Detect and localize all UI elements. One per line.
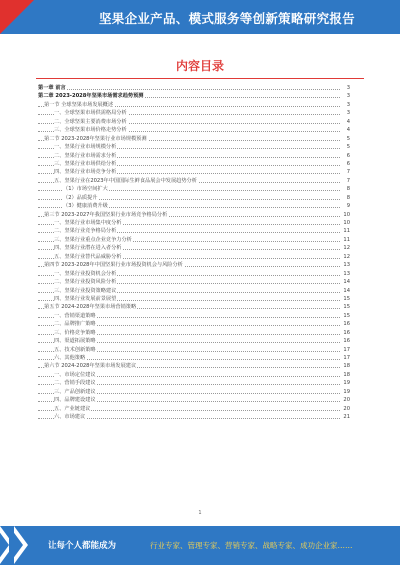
toc-entry-page: 20 <box>340 405 350 413</box>
toc-entry[interactable] <box>38 379 350 387</box>
footer-banner <box>0 526 400 565</box>
toc-entry[interactable] <box>38 371 350 379</box>
toc-entry-label: 一、坚果行业市场规模分析 <box>54 144 117 151</box>
toc-entry[interactable] <box>38 287 350 295</box>
footer-chevron-inner <box>0 526 9 564</box>
toc-entry[interactable] <box>38 405 350 413</box>
toc-entry-label: 二、营销手段建议 <box>54 380 96 387</box>
toc-entry-page: 11 <box>340 227 350 235</box>
toc-entry-label: 四、坚果行业发展前景展望 <box>54 295 117 302</box>
toc-entry[interactable] <box>38 211 350 219</box>
toc-title-underline <box>36 78 364 79</box>
toc-entry[interactable] <box>38 126 350 134</box>
toc-entry-label: 六、其他策略 <box>54 355 86 361</box>
toc-entry-label: 一、市场定位建议 <box>54 371 96 378</box>
toc-entry[interactable] <box>38 388 350 396</box>
toc-entry-label: 五、产业链建议 <box>54 405 91 412</box>
toc-entry-label: （2）品质提升 <box>63 194 98 201</box>
toc-entry-page: 3 <box>340 92 350 100</box>
toc-entry-page: 17 <box>340 354 350 362</box>
toc-entry-page: 10 <box>340 219 350 227</box>
toc-entry-page: 9 <box>340 202 350 210</box>
toc-entry-label: 三、坚果行业市场供给分析 <box>54 160 117 167</box>
toc-entry-page: 16 <box>340 337 350 345</box>
toc-entry[interactable] <box>38 354 350 362</box>
toc-entry-label: 第二节 2023-2028年坚果行业市场规模预测 <box>44 135 147 142</box>
toc-entry[interactable] <box>38 84 350 92</box>
toc-entry-label: 五、坚果行业替代品威胁分析 <box>54 253 122 260</box>
toc-entry[interactable] <box>38 143 350 151</box>
footer-slogan-left: 让每个人都能成为 <box>48 541 117 551</box>
toc-entry-page: 15 <box>340 303 350 311</box>
toc-entry-page: 17 <box>340 346 350 354</box>
toc-entry[interactable] <box>38 92 350 100</box>
toc-entry[interactable] <box>38 295 350 303</box>
toc-entry-page: 3 <box>340 109 350 117</box>
toc-entry[interactable] <box>38 278 350 286</box>
toc-entry-page: 6 <box>340 152 350 160</box>
toc-entry-label: 一、坚果行业投资机会分析 <box>54 270 117 277</box>
toc-entry-label: 四、坚果行业市场竞争分析 <box>54 169 117 176</box>
toc-entry-page: 15 <box>340 295 350 303</box>
report-header <box>0 0 400 34</box>
toc-entry-page: 3 <box>340 84 350 92</box>
report-title: 坚果企业产品、模式服务等创新策略研究报告 <box>98 11 355 26</box>
toc-entry-page: 8 <box>340 194 350 202</box>
toc-entry[interactable] <box>38 320 350 328</box>
toc-entry[interactable] <box>38 135 350 143</box>
toc-entry[interactable] <box>38 312 350 320</box>
toc-entry[interactable] <box>38 346 350 354</box>
toc-entry-label: 三、坚果行业重点企业竞争力分析 <box>54 236 132 243</box>
toc-entry-label: 第一章 前言 <box>38 85 66 91</box>
toc-entry-label: 五、技术创新策略 <box>54 346 96 353</box>
toc-entry-page: 18 <box>340 371 350 379</box>
toc-entry-label: 第三节 2023-2027年我国坚果行业市场竞争格局分析 <box>44 211 168 218</box>
toc-entry-label: 三、坚果行业投资策略建议 <box>54 287 117 294</box>
toc-entry-label: 第五节 2024-2028年坚果市场营销策略 <box>44 304 137 311</box>
toc-entry-page: 5 <box>340 143 350 151</box>
toc-entry[interactable] <box>38 185 350 193</box>
red-corner-decoration <box>0 0 34 34</box>
toc-entry[interactable] <box>38 168 350 176</box>
toc-entry-page: 11 <box>340 236 350 244</box>
toc-entry-label: 五、坚果行业在2023年中国国际生鲜食品展会中发展趋势分析 <box>54 177 197 184</box>
toc-entry-page: 4 <box>340 126 350 134</box>
toc-entry[interactable] <box>38 303 350 311</box>
toc-entry-page: 10 <box>340 211 350 219</box>
toc-entry[interactable] <box>38 227 350 235</box>
toc-entry-label: 四、品牌建设建议 <box>54 397 96 404</box>
toc-entry-page: 7 <box>340 168 350 176</box>
toc-entry[interactable] <box>38 253 350 261</box>
toc-entry-page: 3 <box>340 101 350 109</box>
toc-entry[interactable] <box>38 160 350 168</box>
toc-entry-page: 5 <box>340 135 350 143</box>
toc-entry-label: 三、全球坚果市场价格走势分析 <box>54 127 127 134</box>
toc-entry-page: 20 <box>340 396 350 404</box>
toc-entry-label: 四、渠道拓展策略 <box>54 338 96 345</box>
toc-entry-label: 六、市场建议 <box>54 414 86 421</box>
toc-entry-page: 6 <box>340 160 350 168</box>
toc-entry[interactable] <box>38 337 350 345</box>
toc-title: 内容目录 <box>175 59 224 73</box>
footer-slogan-right: 行业专家、管理专家、营销专家、战略专家、成功企业家…… <box>150 541 353 550</box>
toc-entry[interactable] <box>38 261 350 269</box>
toc-entry[interactable] <box>38 236 350 244</box>
toc-entry-label: 二、坚果行业市场需求分析 <box>54 152 117 159</box>
toc-entry-page: 7 <box>340 177 350 185</box>
toc-entry-label: 第二章 2023-2028年坚果市场需求趋势预测 <box>38 93 144 100</box>
toc-entry-label: （1）市场空间扩大 <box>63 186 108 193</box>
toc-entry-page: 19 <box>340 388 350 396</box>
toc-entry-page: 21 <box>340 413 350 421</box>
toc-entry-label: 第一节 全球坚果市场发展概述 <box>44 101 114 108</box>
toc-entry-label: 四、坚果行业潜在进入者分析 <box>54 245 122 252</box>
toc-entry-label: 一、坚果行业市场集中度分析 <box>54 220 122 226</box>
toc-entry[interactable] <box>38 101 350 109</box>
toc-entry[interactable] <box>38 177 350 185</box>
toc-entry-page: 13 <box>340 270 350 278</box>
toc-entry-label: 三、价格竞争策略 <box>54 329 96 336</box>
toc-entry-label: 第六节 2024-2028年坚果市场发展建议 <box>44 363 137 370</box>
toc-entry[interactable] <box>38 270 350 278</box>
toc-entry-page: 19 <box>340 379 350 387</box>
footer-chevron-inner-2 <box>9 526 23 564</box>
toc-entry[interactable] <box>38 194 350 202</box>
toc-entry[interactable] <box>38 396 350 404</box>
toc-entry-page: 12 <box>340 253 350 261</box>
toc-entry-page: 18 <box>340 362 350 370</box>
page-number: 1 <box>198 510 202 516</box>
toc-entry-label: 一、营销渠道策略 <box>54 312 96 319</box>
toc-entry[interactable] <box>38 362 350 370</box>
toc-entry-page: 12 <box>340 244 350 252</box>
toc-leader-dots <box>38 89 340 90</box>
toc-entry[interactable] <box>38 152 350 160</box>
toc-entry[interactable] <box>38 109 350 117</box>
toc-entry-label: 二、全球坚果主要消费市场分析 <box>54 118 127 125</box>
toc-entry-page: 16 <box>340 320 350 328</box>
toc-entry-label: 第四节 2023-2028年中国坚果行业市场投资机会与风险分析 <box>44 262 183 269</box>
toc-entry[interactable] <box>38 413 350 421</box>
toc-entry-page: 14 <box>340 278 350 286</box>
toc-entry[interactable] <box>38 202 350 210</box>
toc-entry[interactable] <box>38 118 350 126</box>
table-of-contents <box>38 84 350 422</box>
toc-entry-page: 8 <box>340 185 350 193</box>
toc-entry-label: 一、全球坚果市场供需格局分析 <box>54 110 127 117</box>
toc-entry-page: 14 <box>340 287 350 295</box>
toc-entry-label: 二、品牌推广策略 <box>54 321 96 328</box>
toc-entry-label: （3）健康消费升级 <box>63 203 108 210</box>
toc-entry[interactable] <box>38 244 350 252</box>
toc-entry-label: 二、坚果行业竞争格局分析 <box>54 228 117 235</box>
toc-entry-page: 4 <box>340 118 350 126</box>
toc-entry-page: 15 <box>340 312 350 320</box>
toc-entry-page: 13 <box>340 261 350 269</box>
toc-entry[interactable] <box>38 219 350 227</box>
toc-entry-page: 16 <box>340 329 350 337</box>
toc-entry-label: 二、坚果行业投资风险分析 <box>54 279 117 286</box>
toc-entry-label: 三、产品创新建议 <box>54 388 96 395</box>
toc-entry[interactable] <box>38 329 350 337</box>
